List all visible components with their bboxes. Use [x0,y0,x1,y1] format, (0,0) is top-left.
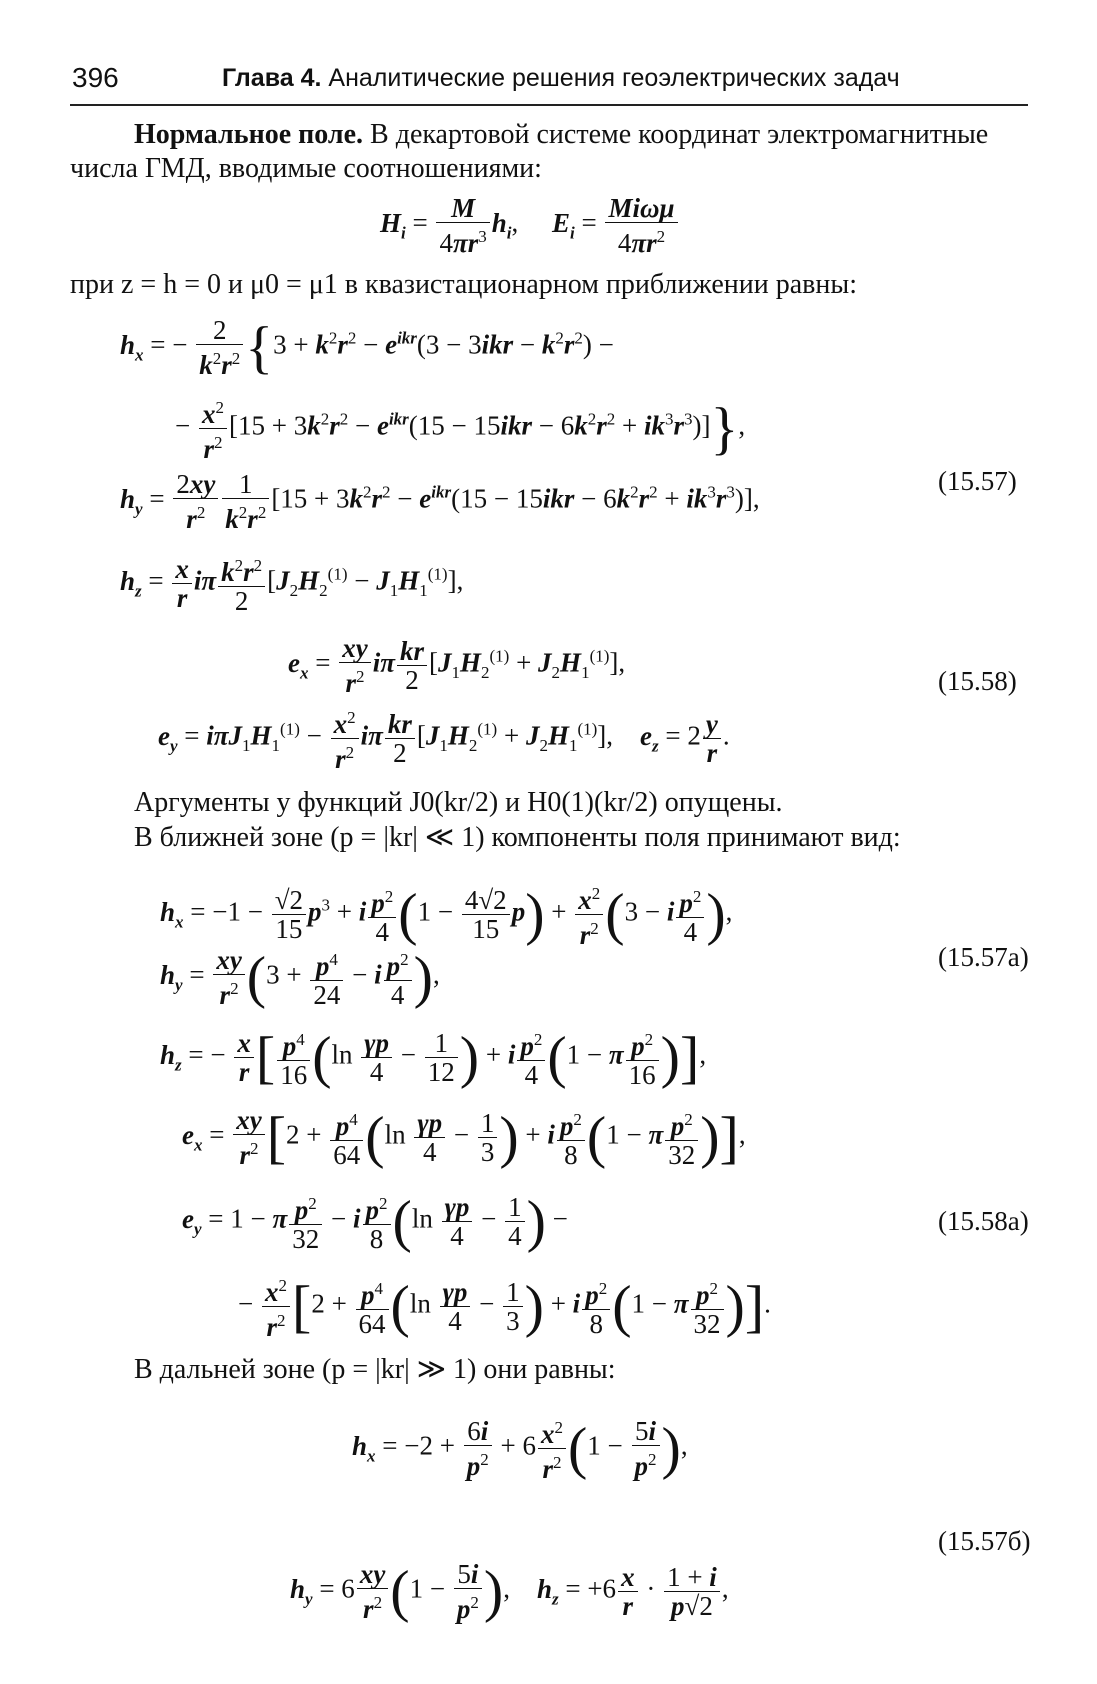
equation-ey-near-line2: − $\frac{x^2}{r^2}$ [2 + $\frac{p^4}{64}$ (ln $\frac{\gamma p}{4}$ − $\frac{1}{3}$ ) + i $\frac{p^2}{8}$ (1 − π $\frac{p^2}{32}$ )]. [238,1273,771,1342]
chapter-title: Аналитические решения геоэлектрических задач [328,64,900,92]
equation-number: (15.58) [938,666,1017,696]
intro-text: В декартовой системе координат электромагнитные числа ГМД, вводимые соотношениями: [70,119,989,184]
definition-equation: $H_i$ = $\frac{M}{4\pi r^3}$ $h_i$, $E_i$ = $\frac{\text{Miωμ}}{4\pi r^2}$ [380,194,680,257]
equation-hy-near: $h_y$ = $\frac{xy}{r^2}$ (3 + $\frac{p^4}{24}$ − i $\frac{p^2}{4}$ ), [160,944,440,1010]
equation-number: (15.57б) [938,1526,1031,1556]
equation-number: (15.58а) [938,1206,1029,1236]
running-head [222,64,900,93]
equation-hy: $h_y$ = $\frac{2xy}{r^2}$ $\frac{1}{k^2r^2}$ $[15 + 3k^2r^2 - e^{ikr}(15 - 15ikr - 6k^2r^2 + ik^3r^3)]$, [120,469,760,534]
equation-hx-line1: $h_x$ = − $\frac{2}{k^2r^2}$ {$3 + k^2r^2 - e^{ikr}(3 - 3ikr - k^2r^2)$ − [120,314,614,380]
page-number: 396 [72,62,119,93]
equation-ey-ez: $e_y = i\pi J_1H_1^{(1)}$ − $\frac{x^2}{r^2}$ iπ $\frac{kr}{2}$ $[J_1H_2^{(1)} + J_2H_1^{(1)}]$, $e_z = 2$ $\frac{y}{r}$ . [158,704,730,773]
near-zone-paragraph: В ближней зоне (p = |kr| ≪ 1) компоненты поля принимают вид: [134,822,901,853]
equation-hx-line2: − $\frac{x^2}{r^2}$ $[15 + 3k^2r^2 - e^{ikr}(15 - 15ikr - 6k^2r^2 + ik^3r^3)]$}, [175,395,746,464]
arguments-paragraph: Аргументы у функций J0(kr/2) и H0(1)(kr/2) опущены. [134,787,783,818]
far-zone-paragraph: В дальней зоне (p = |kr| ≫ 1) они равны: [134,1354,616,1385]
equation-ey-near-line1: $e_y = 1 - \pi$ $\frac{p^2}{32}$ − i $\frac{p^2}{8}$ (ln $\frac{\gamma p}{4}$ − $\frac{1}{4}$ ) − [182,1188,568,1254]
intro-paragraph [70,118,1028,186]
equation-hy-hz-far: $h_y = 6$ $\frac{xy}{r^2}$ (1 − $\frac{5i}{p^2}$ ), $h_z = +6$ $\frac{x}{r}$ · $\frac{1 + i}{p√2}$ , [290,1558,729,1624]
equation-hz: $h_z$ = $\frac{x}{r}$ iπ $\frac{k^2r^2}{2}$ $[J_2H_2^{(1)} - J_1H_1^{(1)}]$, [120,554,464,616]
equation-hz-near: $h_z$ = − $\frac{x}{r}$ [ $\frac{p^4}{16}$ (ln $\frac{\gamma p}{4}$ − $\frac{1}{12}$ ) + i $\frac{p^2}{4}$ (1 − π $\frac{p^2}{16}$ )], [160,1024,707,1090]
equation-ex: $e_x$ = $\frac{xy}{r^2}$ iπ $\frac{kr}{2}$ $[J_1H_2^{(1)} + J_2H_1^{(1)}]$, [288,633,626,698]
equation-number: (15.57) [938,466,1017,496]
equation-hx-near: $h_x = -1$ − $\frac{√2}{15}$ $p^3 + i$ $\frac{p^2}{4}$ (1 − $\frac{4√2}{15}$ p) + $\frac{x^2}{r^2}$ (3 − i $\frac{p^2}{4}$ ), [160,881,733,950]
equation-number: (15.57а) [938,942,1029,972]
equation-hx-far: $h_x = -2$ + $\frac{6i}{p^2}$ + 6 $\frac{x^2}{r^2}$ (1 − $\frac{5i}{p^2}$ ), [352,1415,688,1484]
chapter-label: Глава 4. [222,64,322,92]
header-rule [70,104,1028,106]
section-run-in-heading: Нормальное поле. [134,119,364,150]
equation-ex-near: $e_x$ = $\frac{xy}{r^2}$ [2 + $\frac{p^4}{64}$ (ln $\frac{\gamma p}{4}$ − $\frac{1}{3}$ ) + i $\frac{p^2}{8}$ (1 − π $\frac{p^2}{32}$ )], [182,1104,746,1170]
condition-paragraph: при z = h = 0 и μ0 = μ1 в квазистационарном приближении равны: [70,269,857,300]
page-header [70,62,1028,108]
